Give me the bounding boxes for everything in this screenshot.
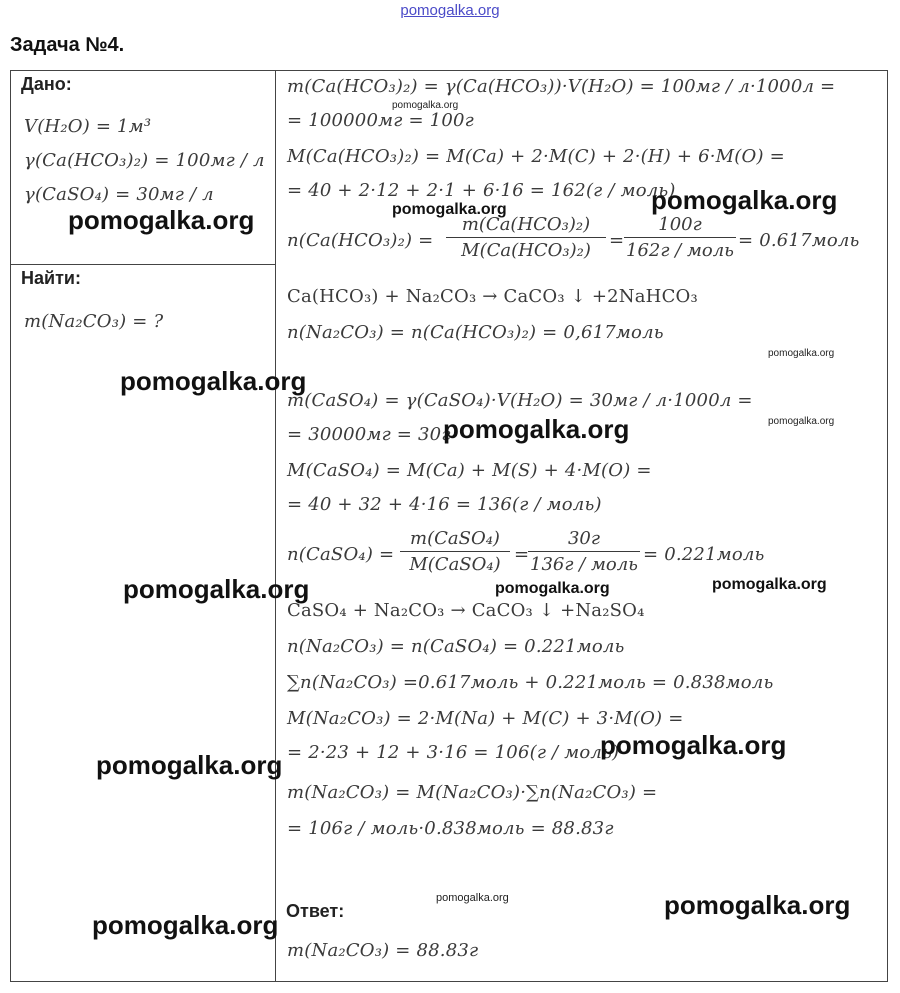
watermark: pomogalka.org	[392, 201, 507, 218]
watermark: pomogalka.org	[96, 750, 283, 780]
watermark: pomogalka.org	[392, 100, 459, 111]
sol-reaction-2: CaSO₄ + Na₂CO₃ → CaCO₃ ↓ +Na₂SO₄	[287, 600, 645, 621]
sol-mass-bicarbonate-result: = 100000мг = 100г	[287, 110, 474, 131]
watermark: pomogalka.org	[768, 348, 835, 359]
watermark: pomogalka.org	[712, 576, 827, 593]
watermark: pomogalka.org	[495, 580, 610, 597]
sol-molar-mass-carbonate: M(Na₂CO₃) = 2·M(Na) + M(C) + 3·M(O) =	[287, 708, 684, 729]
sol-moles-bicarbonate-result: = 0.617моль	[738, 230, 860, 251]
fraction-denominator: 136г / моль	[530, 554, 638, 575]
sol-reaction-1: Ca(HCO₃) + Na₂CO₃ → CaCO₃ ↓ +2NaHCO₃	[287, 286, 698, 307]
find-heading: Найти:	[21, 268, 81, 288]
sol-moles-sulfate-fraction	[400, 528, 510, 575]
sol-mass-sulfate-result: = 30000мг = 30г	[287, 424, 451, 445]
watermark: pomogalka.org	[68, 205, 255, 235]
fraction-numerator: 100г	[624, 214, 736, 238]
sol-moles-sulfate-result: = 0.221моль	[643, 544, 765, 565]
watermark: pomogalka.org	[92, 910, 279, 940]
sol-moles-bicarbonate-lhs: n(Ca(HCO₃)₂) =	[287, 230, 434, 251]
sol-mass-bicarbonate: m(Ca(HCO₃)₂) = γ(Ca(HCO₃))·V(H₂O) = 100мг / л·1000л =	[287, 76, 836, 97]
column-divider	[275, 70, 276, 982]
sol-moles-carbonate-2: n(Na₂CO₃) = n(CaSO₄) = 0.221моль	[287, 636, 625, 657]
fraction-denominator: 162г / моль	[626, 240, 734, 261]
fraction-denominator: M(CaSO₄)	[409, 554, 501, 575]
watermark: pomogalka.org	[768, 416, 835, 427]
sol-equals: =	[609, 230, 625, 251]
given-heading: Дано:	[21, 74, 72, 94]
watermark: pomogalka.org	[651, 185, 838, 215]
answer-value: m(Na₂CO₃) = 88.83г	[287, 940, 479, 961]
sol-molar-mass-sulfate-result: = 40 + 32 + 4·16 = 136(г / моль)	[287, 494, 602, 515]
given-conc-bicarbonate: γ(Ca(HCO₃)₂) = 100мг / л	[24, 150, 265, 171]
answer-heading: Ответ:	[286, 901, 345, 921]
sol-molar-mass-carbonate-result: = 2·23 + 12 + 3·16 = 106(г / моль)	[287, 742, 620, 763]
sol-mass-sulfate: m(CaSO₄) = γ(CaSO₄)·V(H₂O) = 30мг / л·1000л =	[287, 390, 753, 411]
sol-moles-bicarbonate-value-fraction	[624, 214, 736, 261]
site-link[interactable]: pomogalka.org	[400, 2, 500, 19]
sol-molar-mass-bicarbonate-result: = 40 + 2·12 + 2·1 + 6·16 = 162(г / моль)	[287, 180, 676, 201]
watermark: pomogalka.org	[123, 574, 310, 604]
sol-moles-sulfate-lhs: n(CaSO₄) =	[287, 544, 395, 565]
watermark: pomogalka.org	[600, 730, 787, 760]
sol-total-moles: ∑n(Na₂CO₃) =0.617моль + 0.221моль = 0.838моль	[287, 672, 774, 693]
sol-molar-mass-bicarbonate: M(Ca(HCO₃)₂) = M(Ca) + 2·M(C) + 2·(H) + 6·M(O) =	[287, 146, 785, 167]
sol-moles-bicarbonate-fraction	[446, 214, 606, 261]
fraction-numerator: m(CaSO₄)	[400, 528, 510, 552]
sol-molar-mass-sulfate: M(CaSO₄) = M(Ca) + M(S) + 4·M(O) =	[287, 460, 652, 481]
watermark: pomogalka.org	[664, 890, 851, 920]
watermark: pomogalka.org	[120, 366, 307, 396]
watermark: pomogalka.org	[443, 414, 630, 444]
given-find-divider	[10, 264, 276, 265]
sol-mass-carbonate-result: = 106г / моль·0.838моль = 88.83г	[287, 818, 614, 839]
find-target: m(Na₂CO₃) = ?	[24, 311, 164, 332]
fraction-numerator: 30г	[528, 528, 640, 552]
watermark: pomogalka.org	[436, 892, 509, 904]
task-title: Задача №4.	[10, 34, 125, 56]
sol-equals: =	[514, 544, 530, 565]
given-conc-sulfate: γ(CaSO₄) = 30мг / л	[24, 184, 214, 205]
given-volume: V(H₂O) = 1м³	[24, 116, 152, 137]
sol-moles-sulfate-value-fraction	[528, 528, 640, 575]
sol-moles-carbonate-1: n(Na₂CO₃) = n(Ca(HCO₃)₂) = 0,617моль	[287, 322, 664, 343]
fraction-numerator: m(Ca(HCO₃)₂)	[446, 214, 606, 238]
fraction-denominator: M(Ca(HCO₃)₂)	[461, 240, 591, 261]
sol-mass-carbonate: m(Na₂CO₃) = M(Na₂CO₃)·∑n(Na₂CO₃) =	[287, 782, 658, 803]
